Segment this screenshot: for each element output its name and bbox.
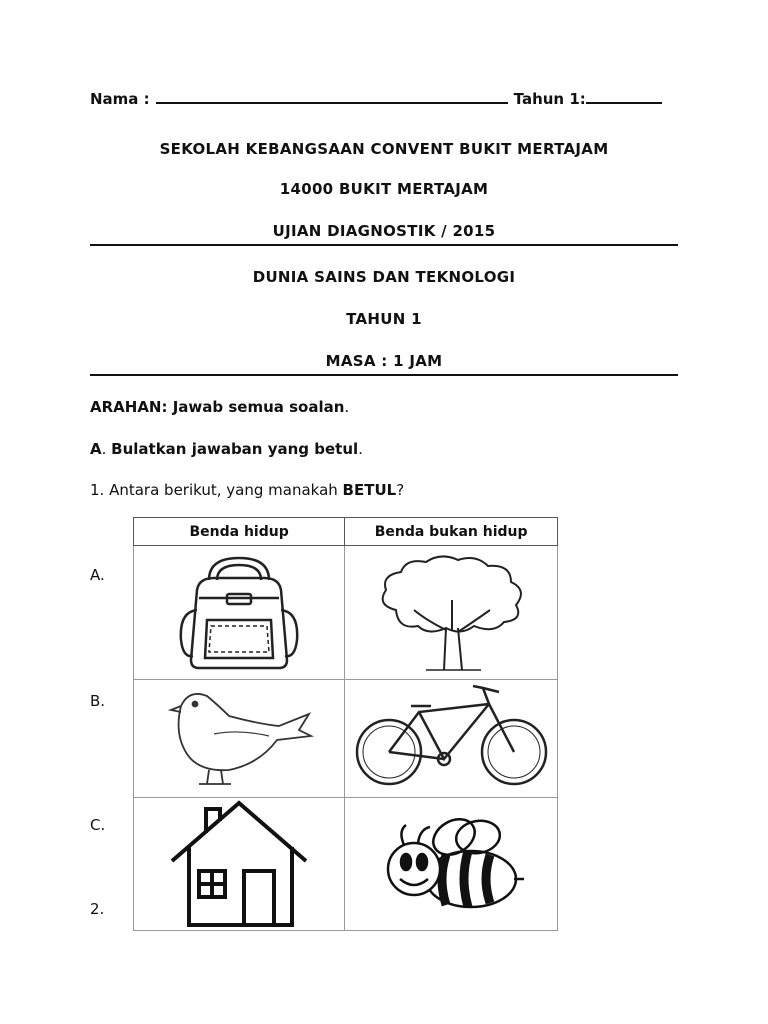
tree-icon [366, 550, 536, 675]
name-label: Nama : [90, 90, 150, 108]
section-letter: A [90, 440, 102, 458]
address-title: 14000 BUKIT MERTAJAM [279, 180, 489, 198]
house-icon [164, 799, 314, 929]
school-title: SEKOLAH KEBANGSAAN CONVENT BUKIT MERTAJAM [159, 140, 609, 158]
col-header-nonliving: Benda bukan hidup [345, 518, 558, 546]
exam-title: UJIAN DIAGNOSTIK / 2015 [272, 222, 496, 240]
bee-icon [376, 807, 526, 922]
arahan-end: . [344, 398, 350, 416]
question-2-number: 2. [90, 900, 105, 918]
question-prefix: 1. Antara berikut, yang manakah [90, 481, 343, 499]
cell-c-left[interactable] [134, 798, 345, 931]
year-label: Tahun 1: [513, 90, 586, 108]
cell-b-left[interactable] [134, 680, 345, 798]
col-header-living: Benda hidup [134, 518, 345, 546]
row-label-b: B. [90, 692, 106, 710]
header-line [90, 88, 662, 108]
cell-a-right[interactable] [345, 546, 558, 680]
name-blank[interactable] [156, 88, 508, 104]
section-text: Bulatkan jawaban yang betul [111, 440, 359, 458]
bird-icon [159, 684, 319, 794]
row-label-c: C. [90, 816, 106, 834]
instruction-line [90, 398, 349, 416]
answer-table [133, 517, 558, 931]
arahan-label: ARAHAN: [90, 398, 168, 416]
year-blank[interactable] [586, 88, 662, 104]
backpack-icon [169, 550, 309, 675]
year-title: TAHUN 1 [346, 310, 422, 328]
question-emphasis: BETUL [342, 481, 397, 499]
divider [90, 244, 678, 246]
cell-c-right[interactable] [345, 798, 558, 931]
divider [90, 374, 678, 376]
bicycle-icon [349, 684, 554, 794]
section-line: A. Bulatkan jawaban yang betul. [90, 440, 363, 458]
cell-b-right[interactable] [345, 680, 558, 798]
question-suffix: ? [396, 481, 405, 499]
question-text [90, 481, 404, 499]
time-title: MASA : 1 JAM [325, 352, 443, 370]
arahan-text: Jawab semua soalan [167, 398, 345, 416]
subject-title: DUNIA SAINS DAN TEKNOLOGI [252, 268, 516, 286]
cell-a-left[interactable] [134, 546, 345, 680]
row-label-a: A. [90, 566, 105, 584]
section-end: . [358, 440, 363, 458]
